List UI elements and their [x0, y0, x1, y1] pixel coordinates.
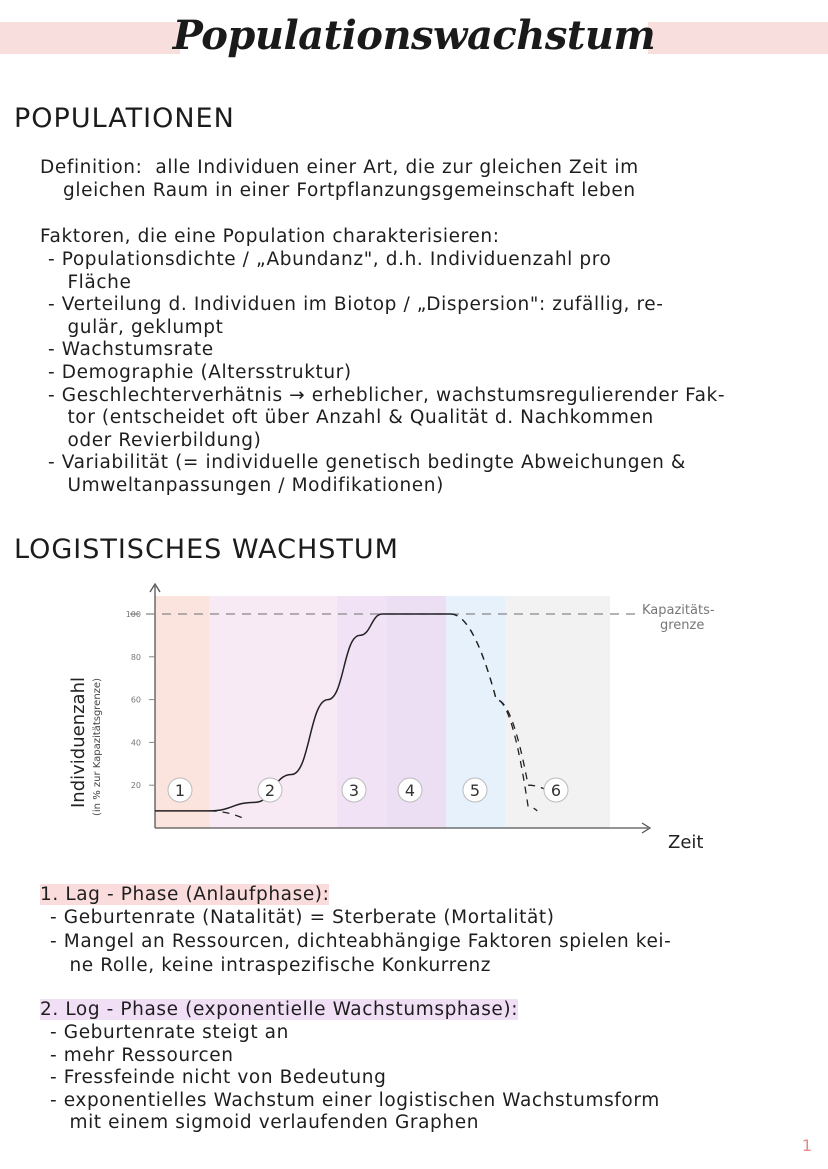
phase2-line-4: - exponentielles Wachstum einer logistischen Wachstumsform	[50, 1089, 660, 1111]
factor-line-1: - Populationsdichte / „Abundanz", d.h. Individuenzahl pro	[48, 249, 612, 270]
phase2-line-3: - Fressfeinde nicht von Bedeutung	[50, 1067, 387, 1089]
logistic-growth-chart	[0, 578, 828, 878]
factors-intro: Faktoren, die eine Population charakterisieren:	[40, 226, 500, 247]
phase-label-3: 3	[348, 781, 360, 800]
phase1-title	[40, 884, 329, 907]
phase2-line-5: mit einem sigmoid verlaufenden Graphen	[50, 1112, 480, 1134]
phase2-title	[40, 999, 518, 1022]
phase-label-1: 1	[174, 781, 186, 800]
phase2-title-text: 2. Log - Phase (exponentielle Wachstumsphase):	[40, 999, 519, 1020]
factor-line-5: - Wachstumsrate	[48, 339, 214, 361]
phase2-line-2: - mehr Ressourcen	[50, 1044, 234, 1066]
x-axis-label: Zeit	[668, 832, 704, 853]
phase-label-5: 5	[469, 781, 481, 800]
capacity-label-2: grenze	[660, 618, 705, 633]
y-axis-sublabel: (in % zur Kapazitätsgrenze)	[92, 678, 103, 816]
y-axis-label: Individuenzahl	[68, 676, 89, 808]
page-number: 1	[801, 1136, 812, 1155]
phase1-line-1: - Geburtenrate (Natalität) = Sterberate (Mortalität)	[50, 907, 555, 928]
heading-populationen: POPULATIONEN	[14, 103, 235, 134]
phase1-title-text: 1. Lag - Phase (Anlaufphase):	[40, 884, 330, 905]
definition-label: Definition:	[40, 157, 143, 178]
phase1-line-3: ne Rolle, keine intraspezifische Konkurrenz	[50, 955, 492, 976]
y-tick-label-20: 20	[130, 781, 141, 791]
y-tick-label-100: 100	[125, 610, 141, 619]
capacity-label-1: Kapazitäts-	[642, 603, 715, 618]
y-tick-label-80: 80	[130, 652, 141, 662]
phase-label-4: 4	[404, 781, 416, 800]
factor-line-11: Umweltanpassungen / Modifikationen)	[48, 475, 444, 496]
factor-line-3: - Verteilung d. Individuen im Biotop / „Dispersion": zufällig, re-	[48, 294, 664, 316]
definition-text-1: alle Individuen einer Art, die zur gleichen Zeit im	[155, 157, 639, 178]
definition-line-2: gleichen Raum in einer Fortpflanzungsgemeinschaft leben	[63, 180, 636, 201]
phase2-line-1: - Geburtenrate steigt an	[50, 1022, 289, 1043]
y-tick-label-60: 60	[130, 695, 141, 705]
factor-line-2: Fläche	[48, 271, 132, 293]
y-tick-label-40: 40	[130, 738, 141, 748]
factor-line-4: gulär, geklumpt	[48, 316, 224, 338]
phase1-line-2: - Mangel an Ressourcen, dichteabhängige Faktoren spielen kei-	[50, 931, 672, 952]
factor-line-7: - Geschlechterverhätnis → erheblicher, wachstumsregulierender Fak-	[48, 384, 726, 406]
heading-logistisches-wachstum: LOGISTISCHES WACHSTUM	[14, 534, 399, 565]
definition-line-1	[40, 157, 639, 180]
page-title: Populationswachstum	[172, 12, 656, 59]
factor-line-9: oder Revierbildung)	[48, 429, 262, 451]
factor-line-8: tor (entscheidet oft über Anzahl & Qualität d. Nachkommen	[48, 407, 654, 429]
factor-line-10: - Variabilität (= individuelle genetisch bedingte Abweichungen &	[48, 452, 686, 474]
phase-label-2: 2	[264, 781, 276, 800]
factor-line-6: - Demographie (Altersstruktur)	[48, 362, 352, 383]
phase-label-6: 6	[550, 781, 562, 800]
